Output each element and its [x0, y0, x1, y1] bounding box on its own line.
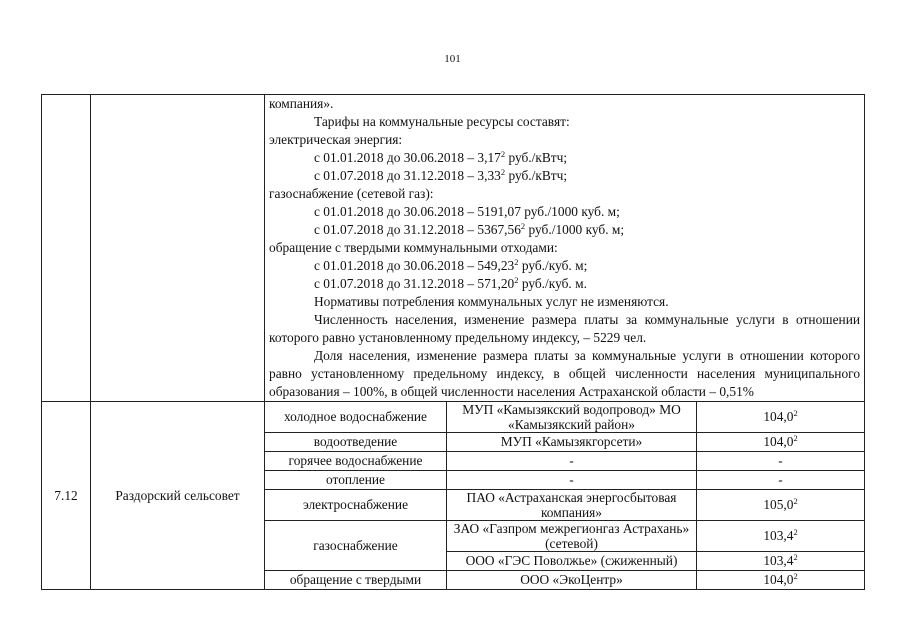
- table-row: [42, 95, 865, 402]
- provider-name: ООО «ГЭС Поволжье» (сжиженный): [447, 552, 697, 571]
- index-value: 104,0$^2$: [697, 402, 865, 433]
- text-line: обращение с твердыми коммунальными отходами:: [269, 240, 558, 255]
- municipality-cell-empty: [91, 95, 265, 402]
- text-line: Нормативы потребления коммунальных услуг не изменяются.: [314, 294, 669, 309]
- index-value: 103,4$^2$: [697, 521, 865, 552]
- index-value: 105,0$^2$: [697, 490, 865, 521]
- page-number: 101: [444, 53, 461, 65]
- index-value: 104,0$^2$: [697, 433, 865, 452]
- municipality-name: Раздорский сельсовет: [91, 402, 265, 590]
- provider-name: -: [447, 471, 697, 490]
- tariff-line: с 01.07.2018 до 31.12.2018 – 571,20$^2$ руб./куб. м.: [314, 275, 587, 291]
- table-row: [42, 402, 865, 433]
- provider-name: ООО «ЭкоЦентр»: [447, 571, 697, 590]
- tariff-line: с 01.01.2018 до 30.06.2018 – 3,17$^2$ руб./кВтч;: [314, 149, 568, 165]
- provider-name: -: [447, 452, 697, 471]
- tariff-line: с 01.01.2018 до 30.06.2018 – 549,23$^2$ руб./куб. м;: [314, 257, 588, 273]
- service-name: холодное водоснабжение: [265, 402, 447, 433]
- text-line: газоснабжение (сетевой газ):: [269, 186, 434, 201]
- number-cell-empty: [42, 95, 91, 402]
- text-line: Тарифы на коммунальные ресурсы составят:: [314, 114, 570, 129]
- population-paragraph: Численность населения, изменение размера платы за коммунальные услуги в отношении которого равно установленному предельному индексу, – 5229 чел.: [269, 312, 861, 345]
- tariff-table: [41, 94, 865, 590]
- provider-name: ПАО «Астраханская энергосбытовая компания»: [447, 490, 697, 521]
- service-name: электроснабжение: [265, 490, 447, 521]
- tariff-description-cell: [265, 95, 865, 402]
- provider-name: МУП «Камызякгорсети»: [447, 433, 697, 452]
- service-name: горячее водоснабжение: [265, 452, 447, 471]
- service-name: обращение с твердыми: [265, 571, 447, 590]
- tariff-line: с 01.07.2018 до 31.12.2018 – 3,33$^2$ руб./кВтч;: [314, 167, 568, 183]
- index-value: -: [697, 471, 865, 490]
- tariff-line: с 01.07.2018 до 31.12.2018 – 5367,56$^2$ руб./1000 куб. м;: [314, 221, 625, 237]
- entry-number: 7.12: [42, 402, 91, 590]
- index-value: -: [697, 452, 865, 471]
- provider-name: ЗАО «Газпром межрегионгаз Астрахань» (сетевой): [447, 521, 697, 552]
- tariff-line: с 01.01.2018 до 30.06.2018 – 5191,07 руб./1000 куб. м;: [314, 204, 620, 219]
- text-line: электрическая энергия:: [269, 132, 403, 147]
- service-name: газоснабжение: [265, 521, 447, 571]
- index-value: 104,0$^2$: [697, 571, 865, 590]
- index-value: 103,4$^2$: [697, 552, 865, 571]
- population-share-paragraph: Доля населения, изменение размера платы за коммунальные услуги в отношении которого равно установленному предельному индексу, в общей численности населения муниципального образования – 100%, в общей численности населения Астраханской области – 0,51%: [269, 348, 861, 399]
- text-line: компания».: [269, 96, 334, 111]
- service-name: водоотведение: [265, 433, 447, 452]
- service-name: отопление: [265, 471, 447, 490]
- provider-name: МУП «Камызякский водопровод» МО «Камызякский район»: [447, 402, 697, 433]
